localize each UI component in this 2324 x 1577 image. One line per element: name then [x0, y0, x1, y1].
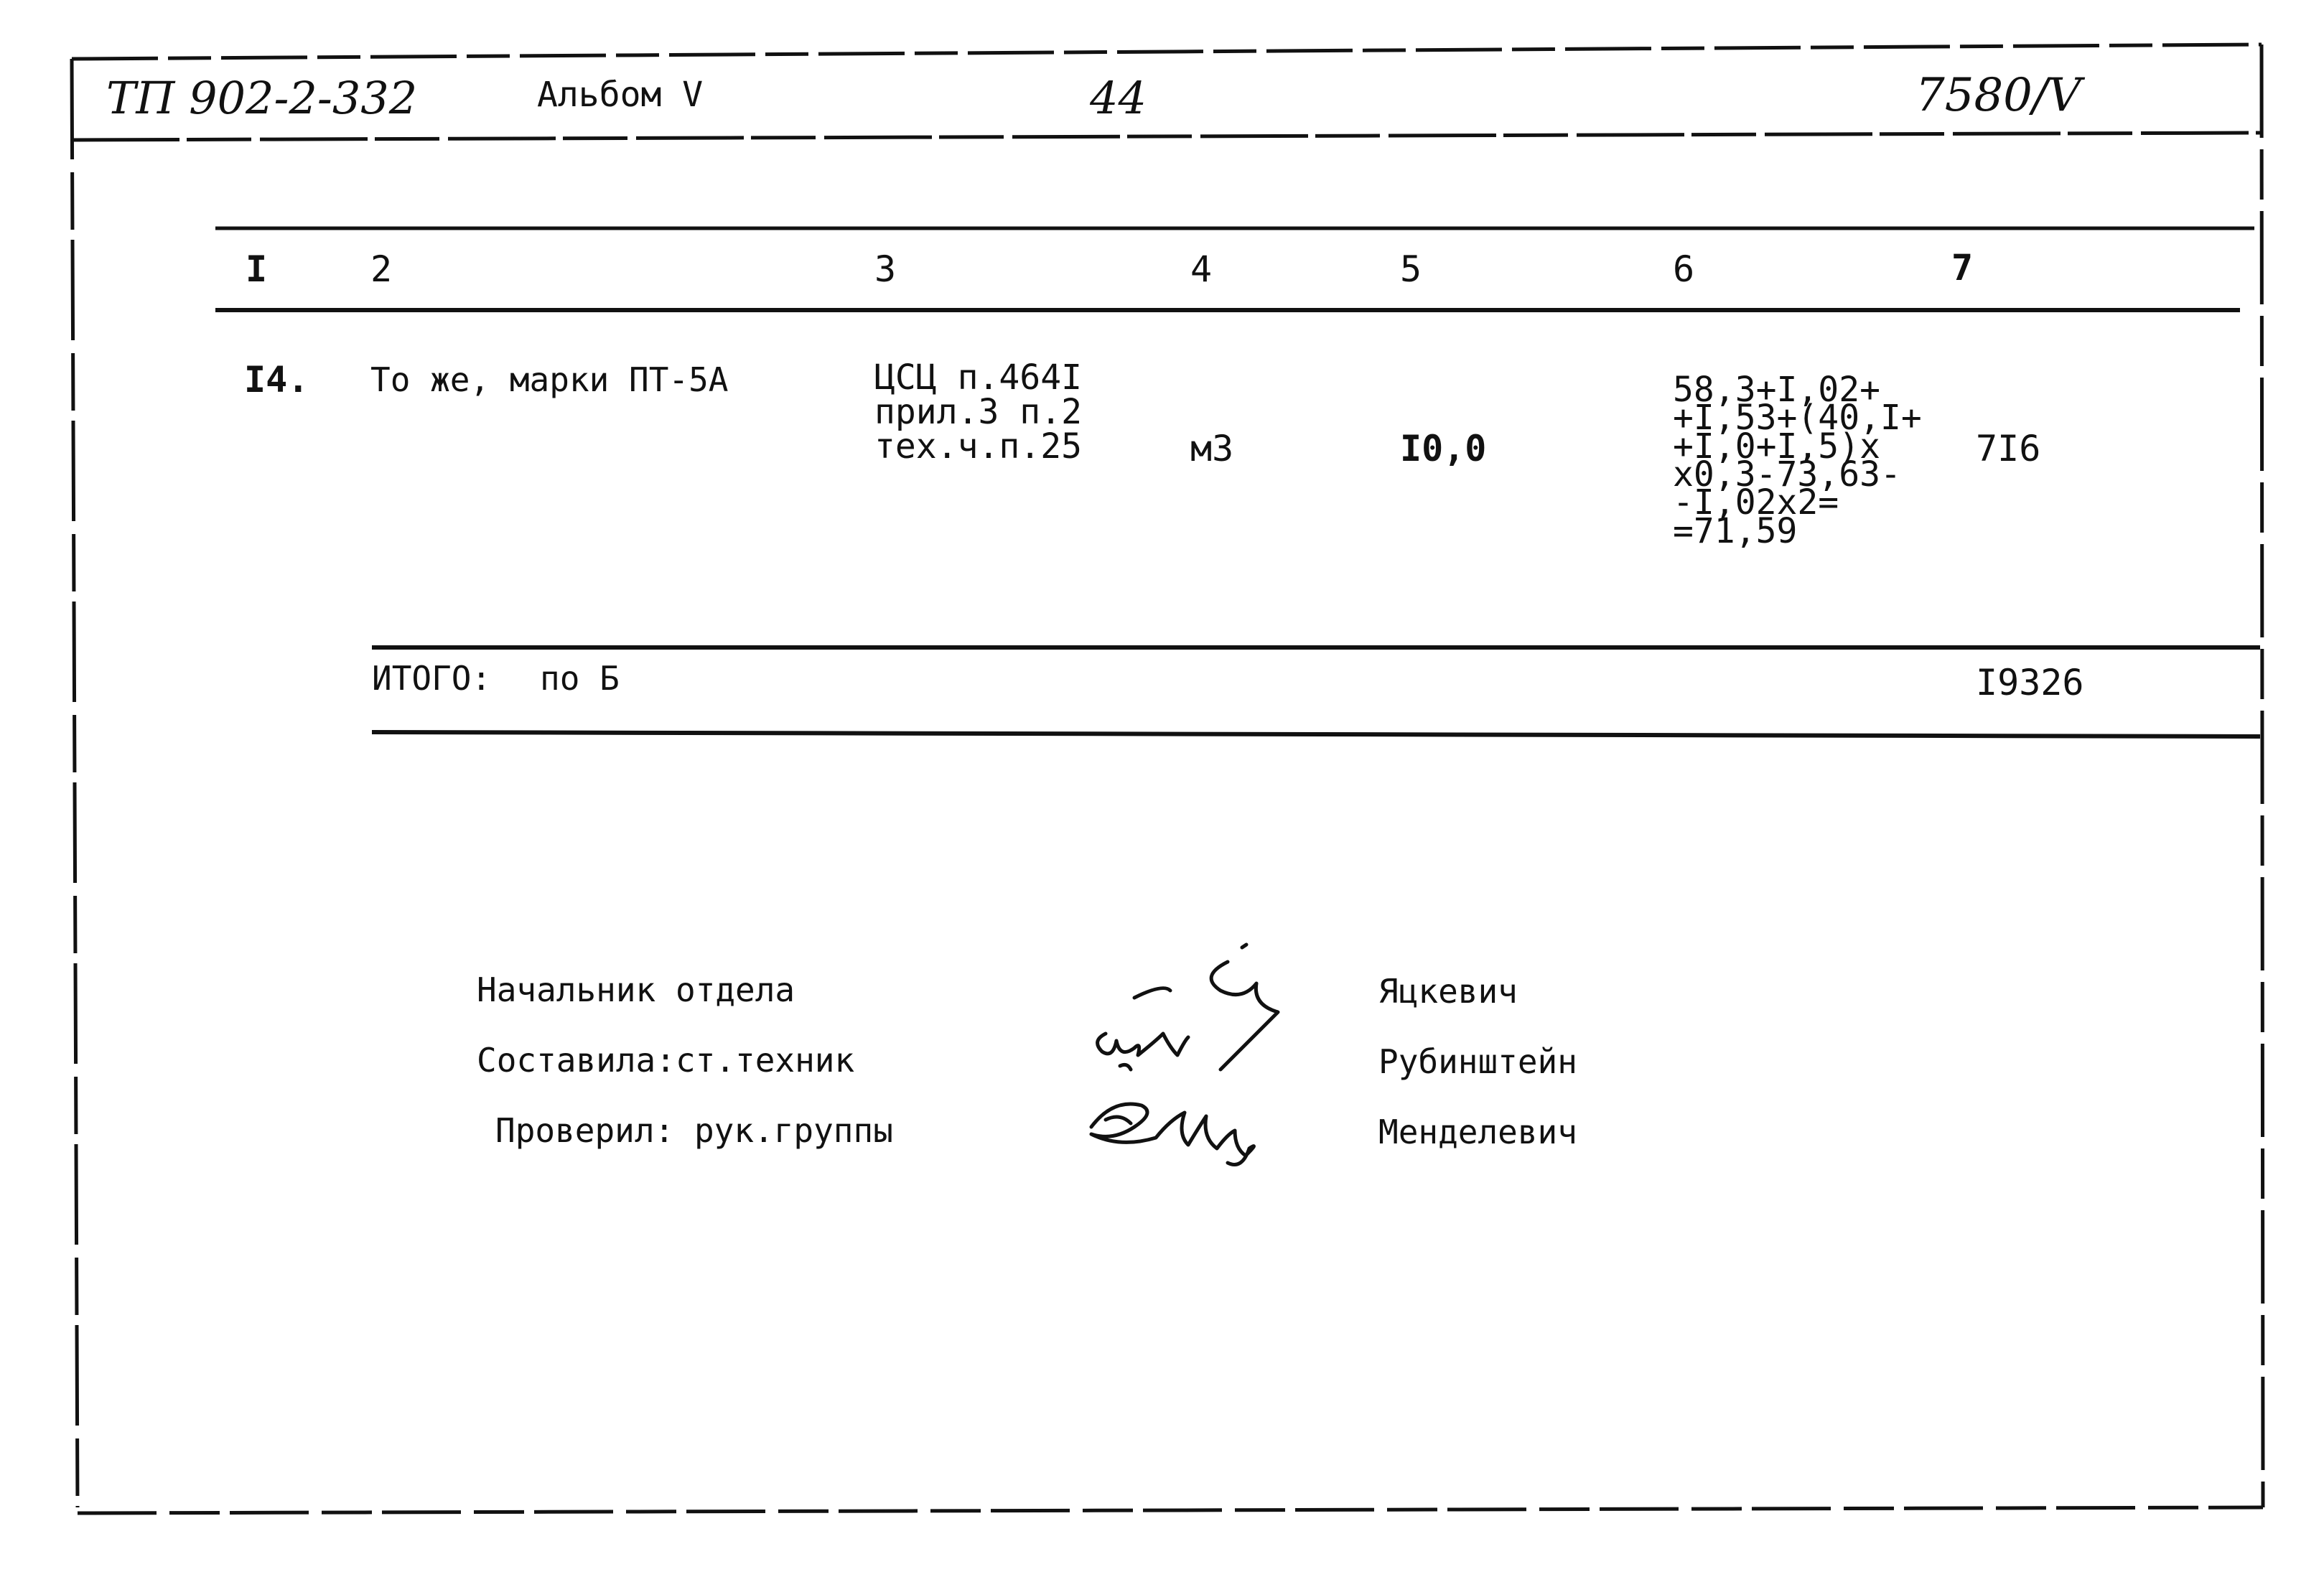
column-header-5: 5 — [1400, 248, 1422, 290]
reference-line: ЦСЦ п.464I — [874, 357, 1082, 398]
column-header-7: 7 — [1951, 247, 1974, 289]
quantity-cell: I0,0 — [1400, 428, 1487, 469]
signatory-name: Рубинштейн — [1378, 1042, 1577, 1081]
project-code: ТП 902-2-332 — [106, 72, 418, 124]
signatory-name: Менделевич — [1378, 1113, 1577, 1151]
calculation-line: =71,59 — [1673, 510, 1798, 551]
calculation-line: x0,3-73,63- — [1673, 454, 1901, 495]
inventory-number: 7580/V — [1915, 69, 2081, 122]
album-label: Альбом V — [537, 75, 704, 115]
unit-cell: м3 — [1190, 428, 1234, 469]
handwritten-signatures-image — [1063, 933, 1335, 1206]
cost-cell: 7I6 — [1976, 428, 2041, 469]
calculation-line: 58,3+I,02+ — [1673, 370, 1880, 410]
total-label: ИТОГО: — [372, 659, 492, 698]
column-header-3: 3 — [874, 248, 897, 290]
signature-role: Проверил: рук.группы — [495, 1111, 893, 1150]
item-name: То же, марки ПТ-5А — [370, 360, 729, 399]
column-header-1: I — [246, 248, 268, 290]
total-section: по Б — [540, 659, 620, 698]
signatory-name: Яцкевич — [1378, 972, 1518, 1011]
column-header-6: 6 — [1673, 248, 1695, 290]
reference-line: тех.ч.п.25 — [874, 426, 1082, 467]
calculation-cell — [1673, 370, 1922, 551]
sheet-number: 44 — [1090, 72, 1147, 124]
calculation-line: +I,0+I,5)x — [1673, 426, 1880, 467]
reference-cell — [874, 357, 1082, 467]
column-header-2: 2 — [370, 248, 393, 290]
reference-line: прил.3 п.2 — [874, 392, 1082, 432]
signature-role: Составила:ст.техник — [477, 1041, 855, 1080]
calculation-line: +I,53+(40,I+ — [1673, 398, 1922, 439]
total-value: I9326 — [1976, 662, 2084, 703]
column-header-4: 4 — [1190, 248, 1213, 290]
calculation-line: -I,02x2= — [1673, 482, 1839, 523]
signature-role: Начальник отдела — [477, 970, 795, 1009]
row-number: I4. — [244, 359, 309, 401]
